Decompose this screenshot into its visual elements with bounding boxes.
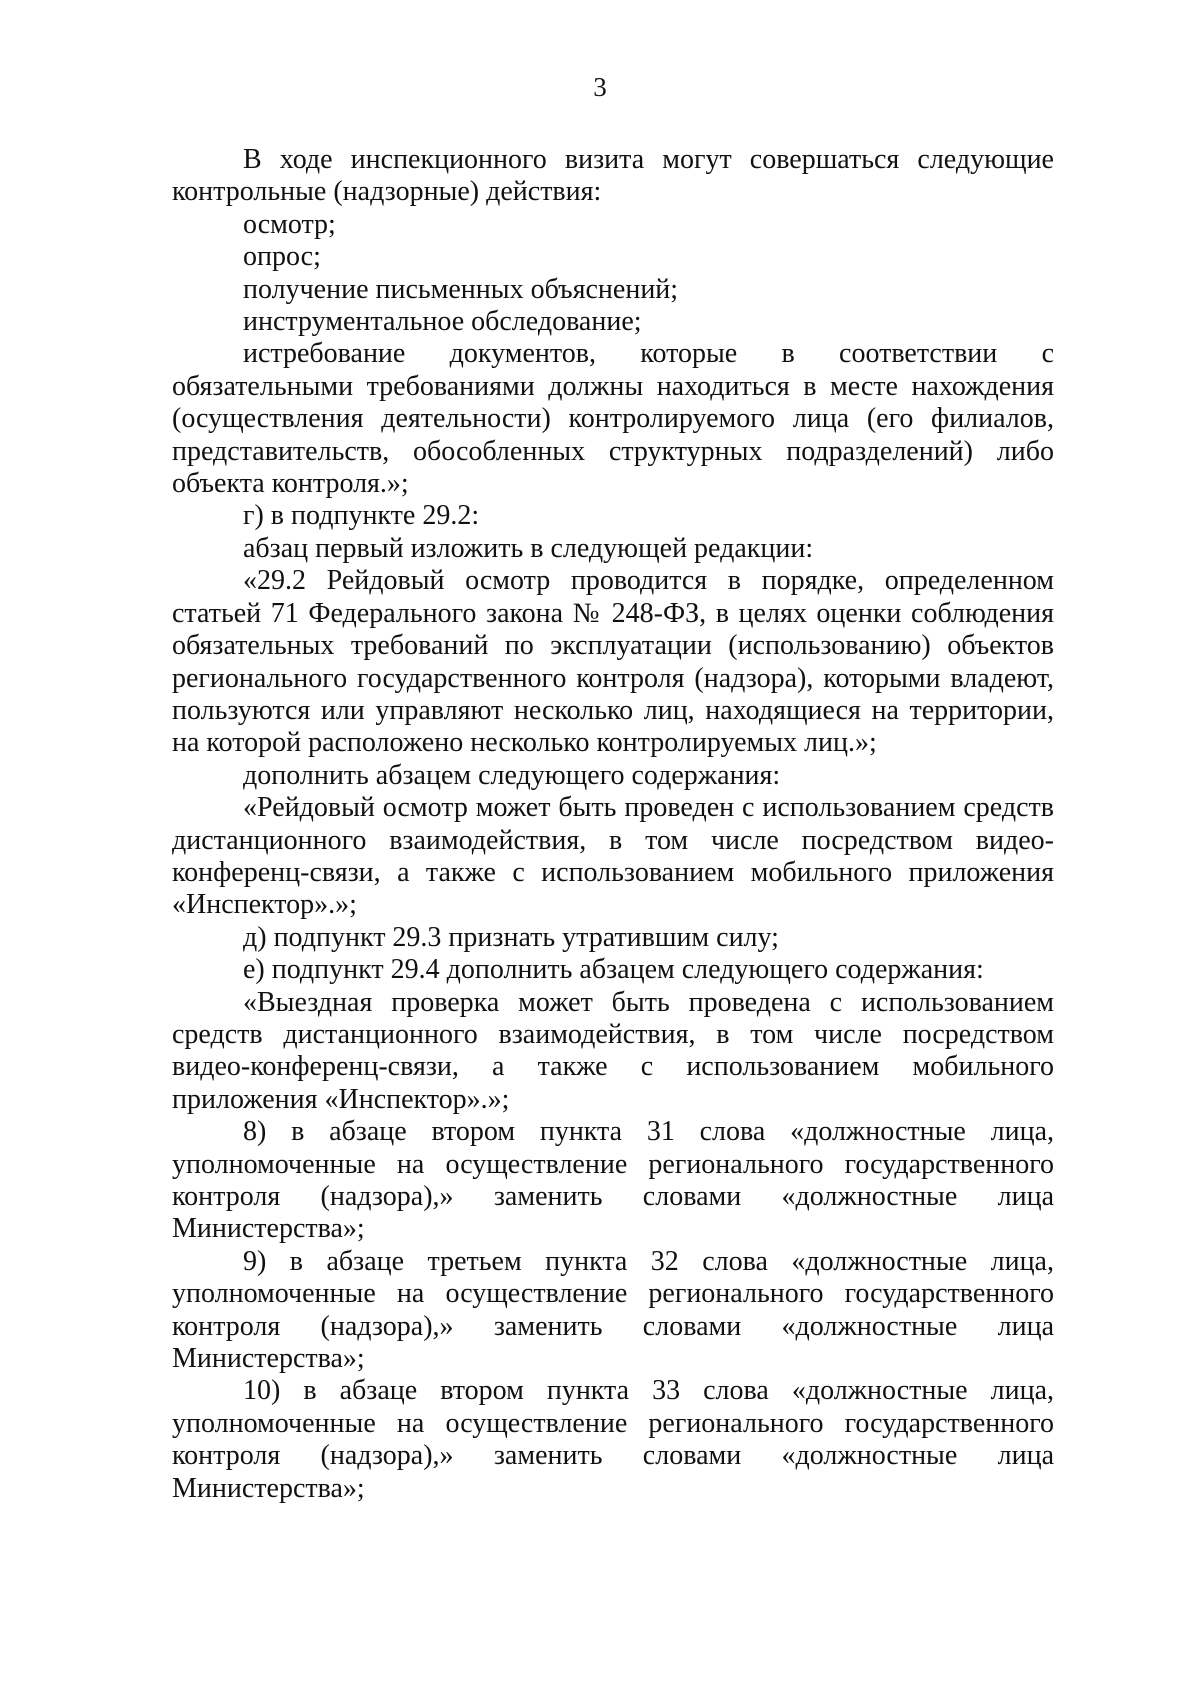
document-body	[172, 144, 1054, 1505]
paragraph: «Выездная проверка может быть проведена с использованием средств дистанционного взаимодействия, в том числе посредством видео-конференц-связи, а также с использованием мобильного приложения «Инспектор».»;	[172, 986, 1054, 1115]
list-item: осмотр;	[243, 208, 336, 240]
paragraph: абзац первый изложить в следующей редакции:	[243, 532, 814, 564]
list-item: опрос;	[243, 241, 321, 273]
paragraph: «29.2 Рейдовый осмотр проводится в порядке, определенном статьей 71 Федерального закона № 248-ФЗ, в целях оценки соблюдения обязательных требований по эксплуатации (использованию) объектов регионального государственного контроля (надзора), которыми владеют, пользуются или управляют несколько лиц, находящиеся на территории, на которой расположено несколько контролируемых лиц.»;	[172, 565, 1054, 759]
paragraph: д) подпункт 29.3 признать утратившим силу;	[243, 921, 779, 953]
paragraph: г) в подпункте 29.2:	[243, 500, 480, 532]
paragraph: «Рейдовый осмотр может быть проведен с использованием средств дистанционного взаимодействия, в том числе посредством видео-конференц-связи, а также с использованием мобильного приложения «Инспектор».»;	[172, 792, 1054, 921]
paragraph: 8) в абзаце втором пункта 31 слова «должностные лица, уполномоченные на осуществление регионального государственного контроля (надзора),» заменить словами «должностные лица Министерства»;	[172, 1116, 1054, 1245]
paragraph: 10) в абзаце втором пункта 33 слова «должностные лица, уполномоченные на осуществление регионального государственного контроля (надзора),» заменить словами «должностные лица Министерства»;	[172, 1375, 1054, 1504]
list-item: истребование документов, которые в соответствии с обязательными требованиями должны находиться в месте нахождения (осуществления деятельности) контролируемого лица (его филиалов, представительств, обособленных структурных подразделений) либо объекта контроля.»;	[172, 338, 1054, 500]
paragraph: 9) в абзаце третьем пункта 32 слова «должностные лица, уполномоченные на осуществление регионального государственного контроля (надзора),» заменить словами «должностные лица Министерства»;	[172, 1245, 1054, 1375]
list-item: инструментальное обследование;	[243, 306, 642, 338]
list-item: получение письменных объяснений;	[243, 273, 679, 305]
paragraph: В ходе инспекционного визита могут совершаться следующие контрольные (надзорные) действия:	[172, 144, 1054, 208]
page-number: 3	[593, 72, 607, 102]
paragraph: дополнить абзацем следующего содержания:	[243, 759, 781, 791]
paragraph: е) подпункт 29.4 дополнить абзацем следующего содержания:	[243, 954, 984, 986]
